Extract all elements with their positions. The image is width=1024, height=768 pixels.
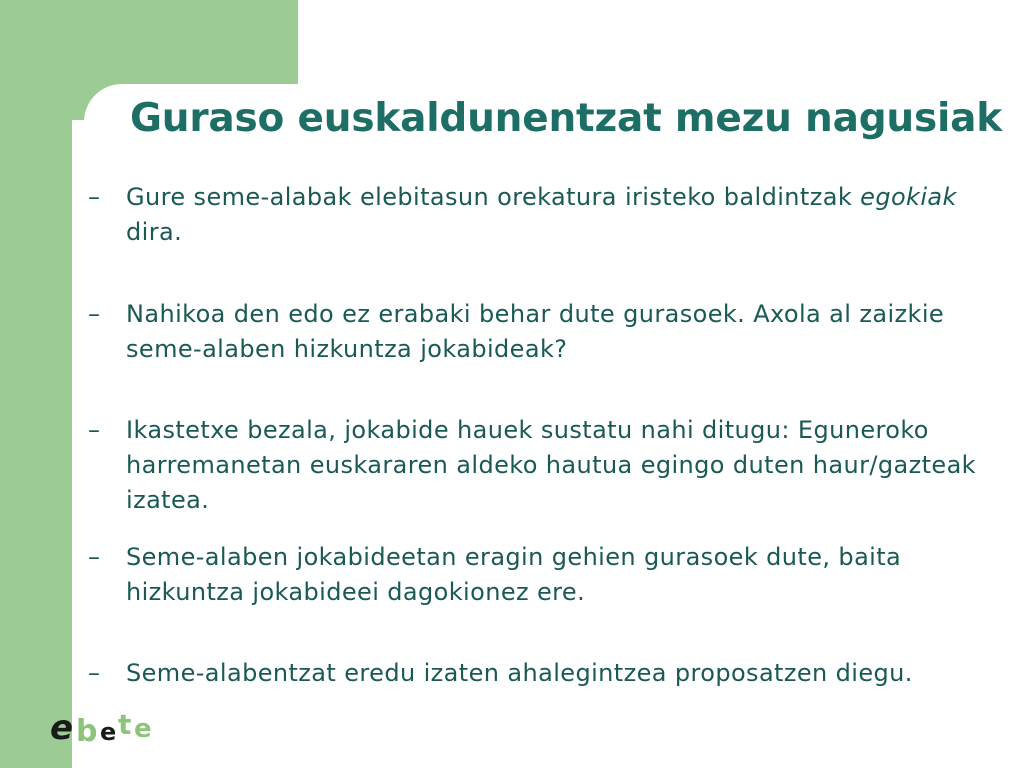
bullet-dash: – (88, 416, 100, 444)
logo-letter: e (134, 714, 152, 744)
bullet-dash: – (88, 543, 100, 571)
bullet-text-part: Gure seme-alabak elebitasun orekatura iristeko baldintzak (126, 183, 861, 211)
bullet-text-part: dira. (126, 218, 183, 246)
bullet-emphasis: egokiak (860, 183, 957, 211)
bullet-text: Seme-alabentzat eredu izaten ahalegintzea proposatzen diegu. (126, 659, 913, 687)
ebete-logo (50, 708, 160, 748)
logo-letter: t (118, 708, 132, 741)
bullet-text: Nahikoa den edo ez erabaki behar dute gurasoek. Axola al zaizkie seme-alaben hizkuntza jokabideak? (126, 300, 945, 363)
bullet-dash: – (88, 183, 100, 211)
logo-letter: e (50, 708, 74, 748)
bullet-text: Ikastetxe bezala, jokabide hauek sustatu nahi ditugu: Eguneroko harremanetan euskararen aldeko hautua egingo duten haur/gazteak izatea. (126, 416, 976, 514)
logo-letter: e (100, 718, 117, 746)
bullet-dash: – (88, 659, 100, 687)
bullet-text: Seme-alaben jokabideetan eragin gehien gurasoek dute, baita hizkuntza jokabideei dagokionez ere. (126, 543, 902, 606)
bullet-text (126, 180, 976, 250)
bullet-dash: – (88, 300, 100, 328)
slide-title: Guraso euskaldunentzat mezu nagusiak (130, 96, 1003, 141)
logo-letter: b (76, 714, 98, 749)
